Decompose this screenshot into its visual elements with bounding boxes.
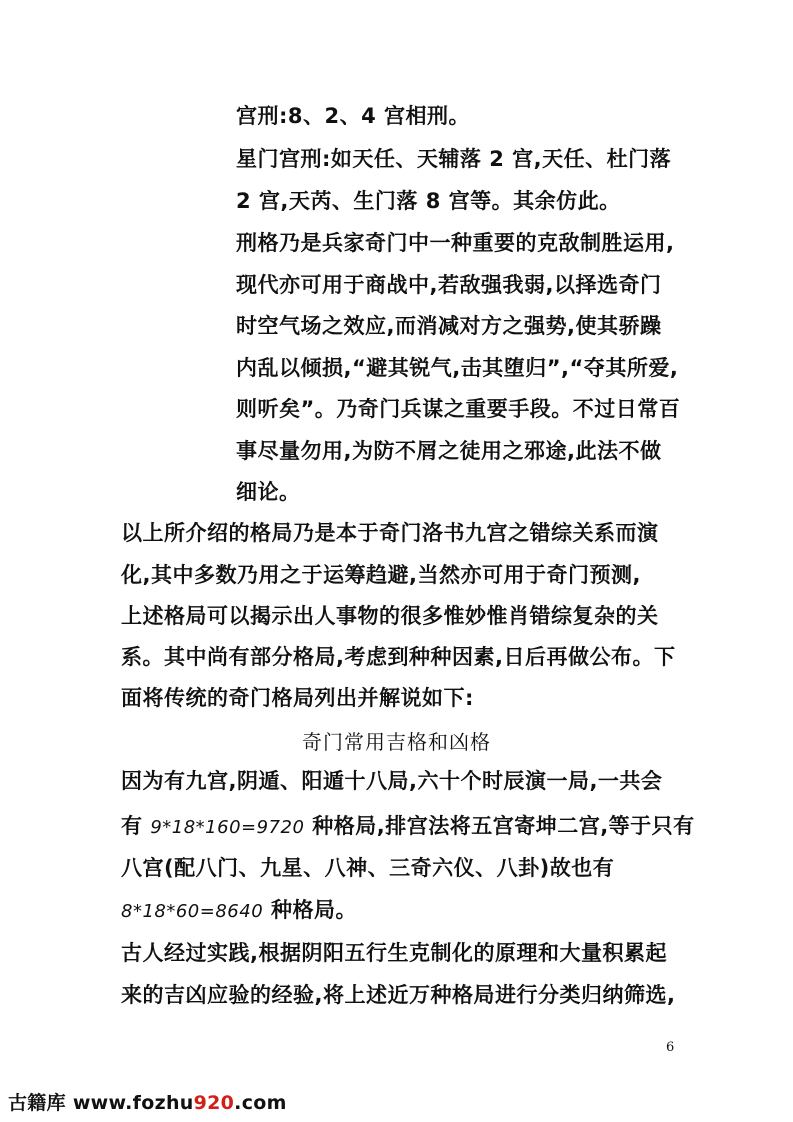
text-line (121, 812, 695, 842)
text-line: 则听矣”。乃奇门兵谋之重要手段。不过日常百 (236, 397, 681, 421)
formula: 8*18*60=8640 (121, 901, 264, 922)
text-line: 以上所介绍的格局乃是本于奇门洛书九宫之错综关系而演 (121, 521, 659, 545)
text-line: 系。其中尚有部分格局,考虑到种种因素,日后再做公布。下 (121, 645, 676, 669)
text-line: 古人经过实践,根据阴阳五行生克制化的原理和大量积累起 (121, 941, 667, 965)
site-accent: 920 (193, 1092, 235, 1114)
text-line: 时空气场之效应,而消减对方之强势,使其骄躁 (236, 314, 662, 338)
text-line: 2 宫,天芮、生门落 8 宫等。其余仿此。 (236, 189, 621, 213)
site-label: 古籍库 www.fozhu (8, 1092, 194, 1114)
text-fragment: 种格局。 (263, 898, 357, 922)
section-heading: 奇门常用吉格和凶格 (302, 730, 491, 754)
site-suffix: .com (234, 1092, 287, 1114)
text-line: 面将传统的奇门格局列出并解说如下: (121, 686, 474, 710)
formula: 9*18*160=9720 (150, 817, 305, 838)
text-line: 八宫(配八门、九星、八神、三奇六仪、八卦)故也有 (121, 856, 615, 880)
text-line: 刑格乃是兵家奇门中一种重要的克敌制胜运用, (236, 231, 675, 255)
text-line: 内乱以倾损,“避其锐气,击其堕归”,“夺其所爱, (236, 356, 679, 380)
text-line: 因为有九宫,阴遁、阳遁十八局,六十个时辰演一局,一共会 (121, 769, 663, 793)
page-number: 6 (666, 1040, 675, 1055)
text-line: 宫刑:8、2、4 宫相刑。 (236, 104, 471, 128)
text-fragment: 种格局,排宫法将五宫寄坤二宫,等于只有 (304, 814, 695, 838)
text-line (121, 896, 357, 926)
text-fragment: 有 (121, 814, 151, 838)
text-line: 细论。 (236, 480, 301, 504)
text-line: 化,其中多数乃用之于运筹趋避,当然亦可用于奇门预测, (121, 563, 641, 587)
text-line: 上述格局可以揭示出人事物的很多惟妙惟肖错综复杂的关 (121, 604, 659, 628)
text-line: 来的吉凶应验的经验,将上述近万种格局进行分类归纳筛选, (121, 983, 676, 1007)
site-watermark (8, 1088, 287, 1115)
text-line: 星门宫刑:如天任、天辅落 2 宫,天任、杜门落 (236, 147, 672, 171)
text-line: 现代亦可用于商战中,若敌强我弱,以择选奇门 (236, 273, 662, 297)
text-line: 事尽量勿用,为防不屑之徒用之邪途,此法不做 (236, 439, 662, 463)
